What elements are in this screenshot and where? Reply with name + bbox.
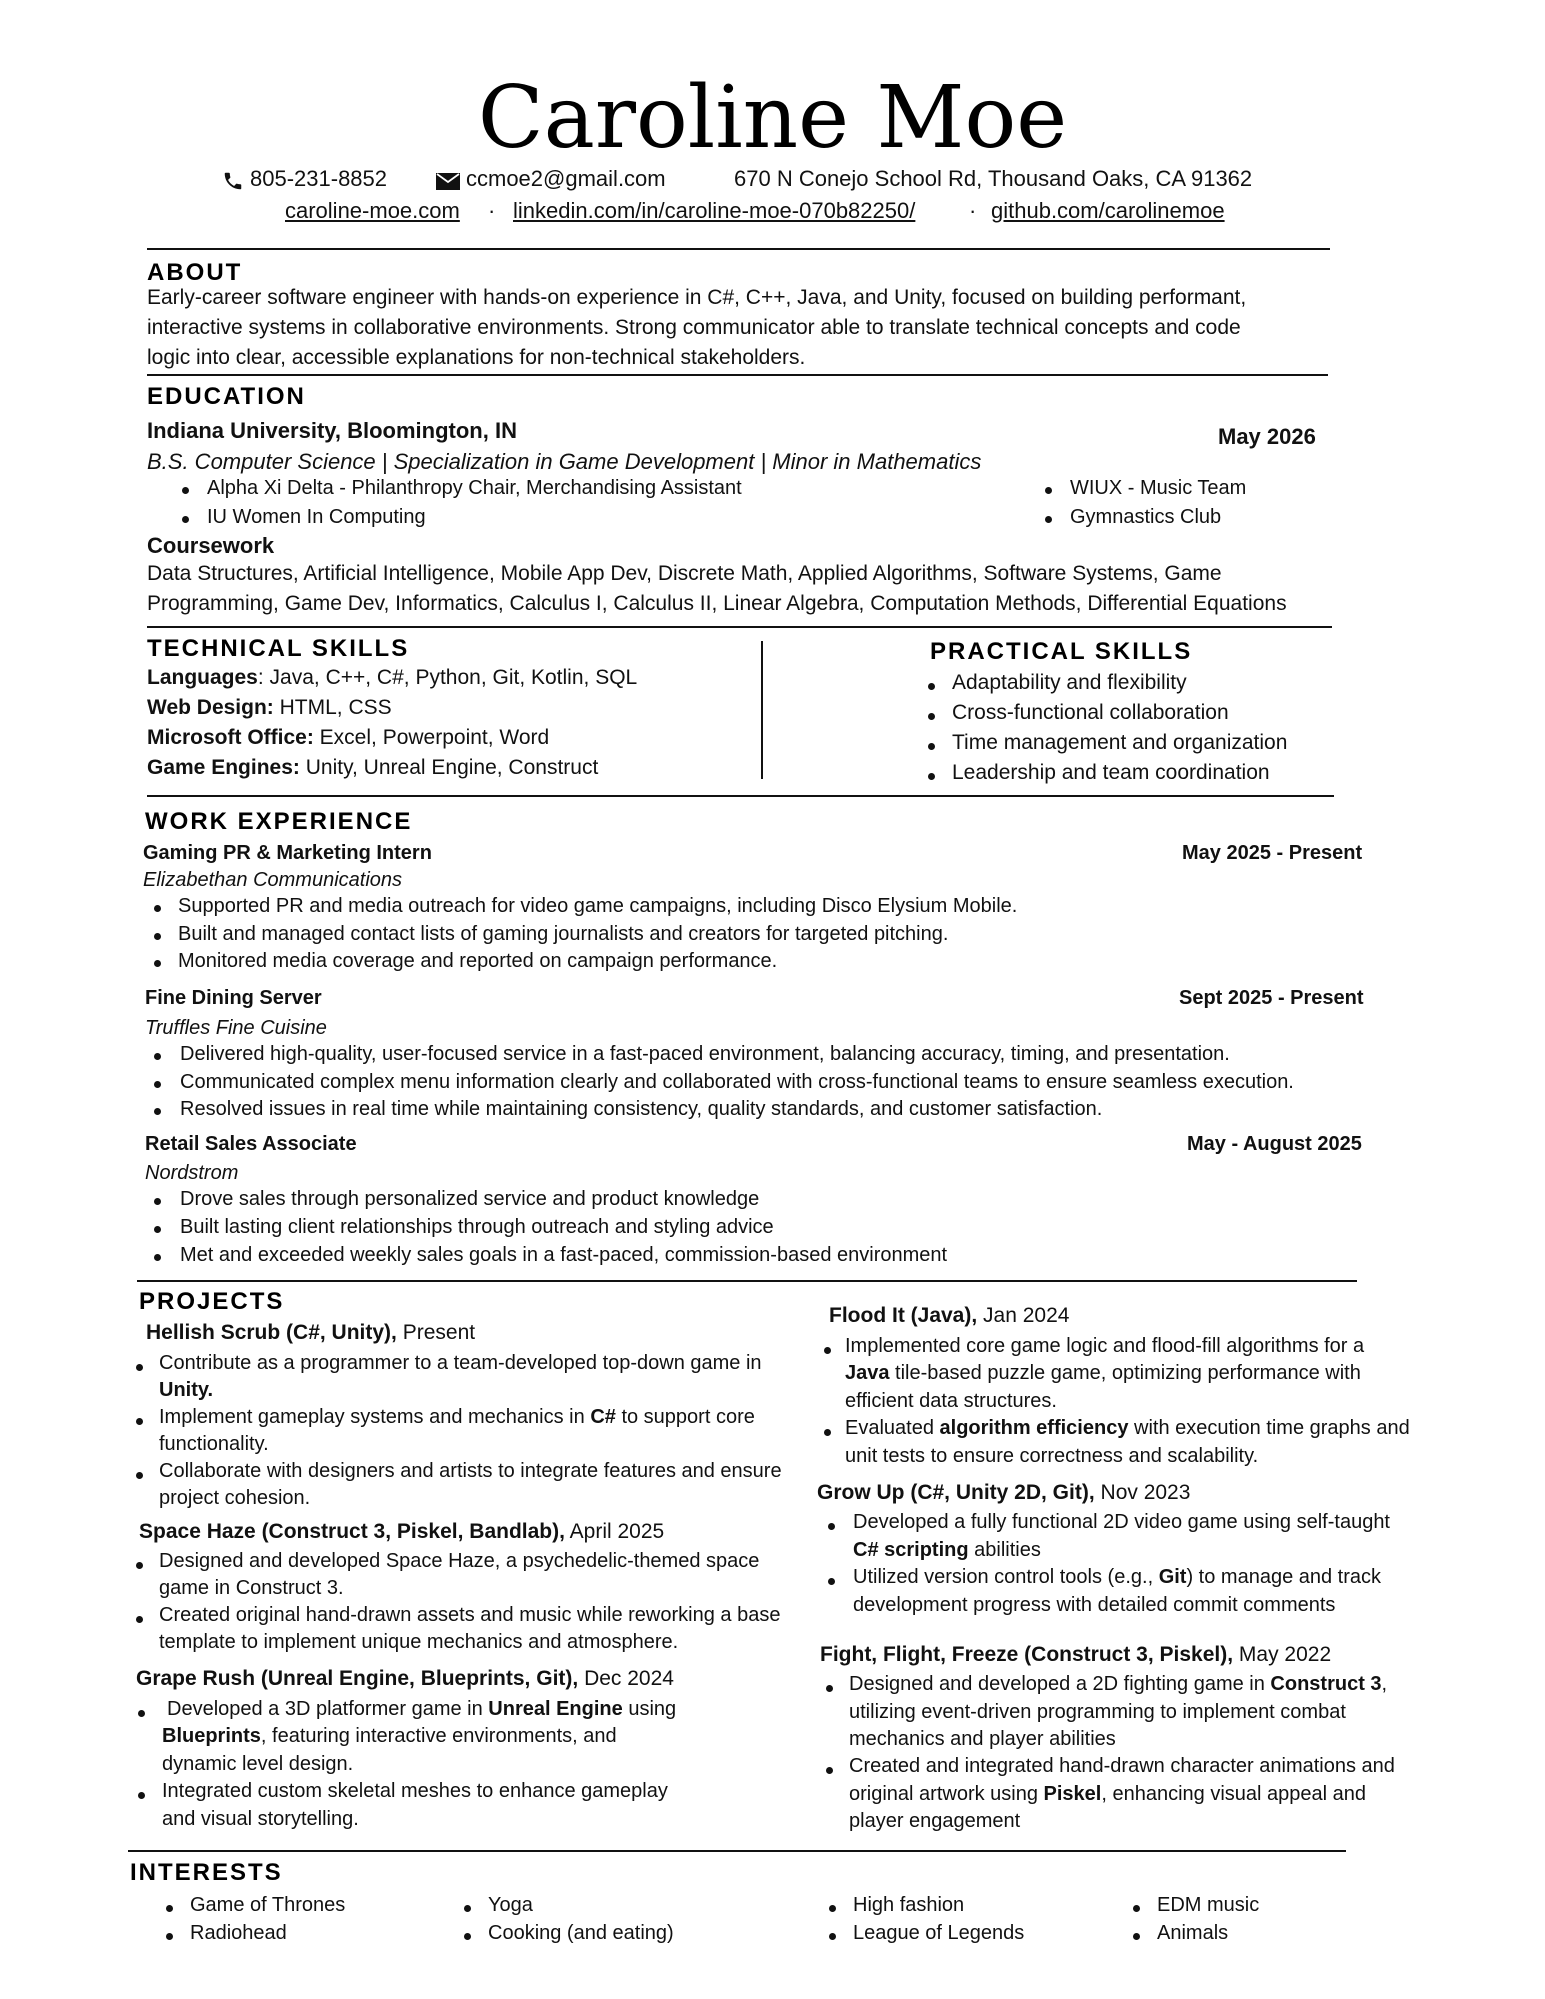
job-role: Gaming PR & Marketing Intern (143, 842, 432, 864)
coursework-line: Programming, Game Dev, Informatics, Calculus I, Calculus II, Linear Algebra, Computation Methods, Differential Equations (147, 592, 1287, 615)
skill-sep: : (257, 666, 264, 689)
project-bullet: dynamic level design. (162, 1753, 354, 1775)
skill-value: HTML, CSS (273, 696, 392, 719)
interest-item: Yoga (488, 1894, 533, 1916)
project-bullet (167, 1698, 676, 1721)
project-bullet: project cohesion. (159, 1487, 311, 1509)
bullet (1133, 1933, 1140, 1940)
divider (147, 795, 1334, 797)
project-date: Nov 2023 (1094, 1481, 1191, 1504)
coursework-line: Data Structures, Artificial Intelligence, Mobile App Dev, Discrete Math, Applied Algorithms, Software Systems, Game (147, 562, 1222, 585)
project-bullet: Created original hand-drawn assets and music while reworking a base (159, 1604, 781, 1626)
bullet (464, 1905, 471, 1912)
project-bullet: efficient data structures. (845, 1390, 1057, 1412)
job-bullet: Built lasting client relationships through outreach and styling advice (180, 1216, 774, 1238)
text: ) to manage and track (1186, 1566, 1382, 1588)
graduation-date: May 2026 (1218, 424, 1316, 449)
bullet (136, 1562, 143, 1569)
job-bullet: Supported PR and media outreach for video game campaigns, including Disco Elysium Mobile. (178, 895, 1018, 917)
address-text: 670 N Conejo School Rd, Thousand Oaks, CA 91362 (734, 166, 1253, 191)
project-bullet: Designed and developed Space Haze, a psychedelic-themed space (159, 1550, 760, 1572)
text-bold: Piskel (1043, 1783, 1102, 1805)
bullet (154, 960, 161, 967)
interest-item: Cooking (and eating) (488, 1922, 674, 1944)
activity-item: IU Women In Computing (207, 506, 426, 528)
job-date: May 2025 - Present (1182, 842, 1363, 864)
about-text (147, 283, 1246, 373)
bullet (154, 1053, 161, 1060)
practical-skill-item: Adaptability and flexibility (952, 671, 1187, 694)
activity-item: Gymnastics Club (1070, 506, 1222, 528)
job-bullet: Met and exceeded weekly sales goals in a fast-paced, commission-based environment (180, 1244, 948, 1266)
skill-value: Unity, Unreal Engine, Construct (299, 756, 599, 779)
project-title (829, 1304, 1069, 1328)
project-bullet: Collaborate with designers and artists to integrate features and ensure (159, 1460, 782, 1482)
bullet (154, 933, 161, 940)
bullet (182, 487, 189, 494)
text: , featuring interactive environments, and (260, 1725, 617, 1747)
bullet (928, 683, 935, 690)
activity-item: WIUX - Music Team (1070, 477, 1247, 499)
text: using (622, 1698, 677, 1720)
project-title (820, 1643, 1331, 1667)
project-bullet (845, 1362, 1361, 1385)
bullet (154, 1108, 161, 1115)
interest-item: Animals (1157, 1922, 1229, 1944)
project-bullet: player engagement (849, 1810, 1021, 1832)
project-bullet: utilizing event-driven programming to implement combat (849, 1701, 1346, 1723)
project-bullet: template to implement unique mechanics and atmosphere. (159, 1631, 679, 1653)
job-bullet: Drove sales through personalized service and product knowledge (180, 1188, 760, 1210)
text-bold: Blueprints (162, 1725, 261, 1747)
project-bullet: Developed a fully functional 2D video game using self-taught (853, 1511, 1390, 1533)
job-role: Fine Dining Server (145, 987, 322, 1009)
text: original artwork using (849, 1783, 1044, 1805)
phone-text: 805-231-8852 (250, 166, 388, 191)
project-name: Hellish Scrub (C#, Unity), (146, 1321, 397, 1344)
divider (147, 626, 1332, 628)
job-company: Truffles Fine Cuisine (145, 1017, 327, 1039)
project-date: Present (396, 1321, 476, 1344)
text-bold: Java (845, 1362, 890, 1384)
coursework-heading: Coursework (147, 533, 275, 558)
bullet (166, 1933, 173, 1940)
text: , (1381, 1673, 1388, 1695)
text: Developed a 3D platformer game in (167, 1698, 489, 1720)
skill-label: Microsoft Office: (147, 726, 314, 749)
bullet (826, 1685, 833, 1692)
degree-text: B.S. Computer Science | Specialization in Game Development | Minor in Mathematics (147, 449, 982, 474)
school-name: Indiana University, Bloomington, IN (147, 418, 517, 443)
divider (147, 248, 1330, 250)
job-bullet: Delivered high-quality, user-focused service in a fast-paced environment, balancing accuracy, timing, and presentation. (180, 1043, 1230, 1065)
projects-heading: PROJECTS (139, 1288, 285, 1315)
project-bullet: development progress with detailed commit comments (853, 1594, 1336, 1616)
project-bullet (853, 1566, 1381, 1589)
practical-skill-item: Cross-functional collaboration (952, 701, 1229, 724)
bullet (826, 1767, 833, 1774)
text: to support core (615, 1406, 755, 1428)
skill-row (147, 696, 392, 720)
project-name: Space Haze (Construct 3, Piskel, Bandlab), (139, 1520, 565, 1543)
bullet (1045, 516, 1052, 523)
text-bold: algorithm efficiency (939, 1417, 1129, 1439)
text: Designed and developed a 2D fighting game in (849, 1673, 1271, 1695)
job-company: Elizabethan Communications (143, 869, 403, 891)
project-date: Jan 2024 (977, 1304, 1070, 1327)
skill-value: Java, C++, C#, Python, Git, Kotlin, SQL (263, 666, 638, 689)
bullet (828, 1578, 835, 1585)
project-bullet: and visual storytelling. (162, 1808, 359, 1830)
email-icon (436, 173, 460, 190)
bullet (136, 1616, 143, 1623)
project-bullet: Created and integrated hand-drawn character animations and (849, 1755, 1395, 1777)
bullet (136, 1472, 143, 1479)
coursework-text (147, 559, 1287, 619)
job-bullet: Resolved issues in real time while maintaining consistency, quality standards, and customer satisfaction. (180, 1098, 1103, 1120)
text: tile-based puzzle game, optimizing performance with (889, 1362, 1361, 1384)
job-bullet: Monitored media coverage and reported on campaign performance. (178, 950, 778, 972)
column-divider (761, 641, 763, 779)
bullet (824, 1429, 831, 1436)
interest-item: EDM music (1157, 1894, 1260, 1916)
interest-item: High fashion (853, 1894, 965, 1916)
bullet (928, 773, 935, 780)
job-bullet: Built and managed contact lists of gaming journalists and creators for targeted pitching. (178, 923, 949, 945)
bullet (136, 1418, 143, 1425)
bullet (928, 743, 935, 750)
skill-label: Languages (147, 666, 258, 689)
project-name: Flood It (Java), (829, 1304, 978, 1327)
text: , enhancing visual appeal and (1101, 1783, 1367, 1805)
interest-item: League of Legends (853, 1922, 1025, 1944)
education-heading: EDUCATION (147, 383, 306, 410)
work-experience-heading: WORK EXPERIENCE (145, 808, 413, 835)
project-bullet (845, 1417, 1410, 1440)
bullet (464, 1933, 471, 1940)
bullet (154, 1226, 161, 1233)
text: Implement gameplay systems and mechanics in (159, 1406, 591, 1428)
skill-label: Game Engines: (147, 756, 300, 779)
bullet (828, 1523, 835, 1530)
bullet (154, 1198, 161, 1205)
project-bullet (853, 1539, 1041, 1562)
project-bullet: mechanics and player abilities (849, 1728, 1116, 1750)
divider (137, 1280, 1357, 1282)
about-line: Early-career software engineer with hands-on experience in C#, C++, Java, and Unity, focused on building performant, (147, 286, 1247, 309)
project-title (146, 1321, 475, 1345)
text-bold: C# (590, 1406, 616, 1428)
text: Evaluated (845, 1417, 940, 1439)
practical-skills-heading: PRACTICAL SKILLS (930, 638, 1193, 665)
bullet (1045, 487, 1052, 494)
website-link[interactable]: caroline-moe.com (285, 198, 460, 223)
project-bullet: Unity. (159, 1379, 214, 1401)
project-bullet (162, 1725, 617, 1748)
job-date: Sept 2025 - Present (1179, 987, 1364, 1009)
bullet (138, 1792, 145, 1799)
skill-label: Web Design: (147, 696, 274, 719)
bullet (1133, 1905, 1140, 1912)
about-heading: ABOUT (147, 259, 243, 286)
project-name: Fight, Flight, Freeze (Construct 3, Piskel), (820, 1643, 1234, 1666)
technical-skills-heading: TECHNICAL SKILLS (147, 635, 410, 662)
practical-skill-item: Leadership and team coordination (952, 761, 1270, 784)
project-title (136, 1667, 674, 1691)
skill-row (147, 666, 637, 690)
project-bullet (159, 1406, 755, 1429)
project-bullet: Contribute as a programmer to a team-developed top-down game in (159, 1352, 762, 1374)
project-bullet (849, 1783, 1366, 1806)
project-date: May 2022 (1233, 1643, 1332, 1666)
bullet (166, 1905, 173, 1912)
bullet (829, 1905, 836, 1912)
bullet (829, 1933, 836, 1940)
text-bold: Unreal Engine (488, 1698, 623, 1720)
bullet (182, 516, 189, 523)
bullet (824, 1347, 831, 1354)
skill-value: Excel, Powerpoint, Word (313, 726, 550, 749)
separator-dot: · (488, 198, 496, 223)
job-company: Nordstrom (145, 1162, 239, 1184)
project-date: Dec 2024 (578, 1667, 674, 1690)
project-bullet: unit tests to ensure correctness and scalability. (845, 1445, 1259, 1467)
skill-row (147, 756, 598, 780)
project-bullet: Implemented core game logic and flood-fill algorithms for a (845, 1335, 1365, 1357)
bullet (154, 1081, 161, 1088)
project-date: April 2025 (564, 1520, 665, 1543)
divider (128, 1850, 1346, 1852)
interest-item: Radiohead (190, 1922, 287, 1944)
text: abilities (968, 1539, 1041, 1561)
divider (147, 374, 1328, 376)
activity-item: Alpha Xi Delta - Philanthropy Chair, Merchandising Assistant (207, 477, 742, 499)
separator-dot: · (969, 198, 977, 223)
job-bullet: Communicated complex menu information clearly and collaborated with cross-functional teams to ensure seamless execution. (180, 1071, 1294, 1093)
project-name: Grow Up (C#, Unity 2D, Git), (817, 1481, 1095, 1504)
text: Utilized version control tools (e.g., (853, 1566, 1159, 1588)
project-bullet: game in Construct 3. (159, 1577, 344, 1599)
linkedin-link[interactable]: linkedin.com/in/caroline-moe-070b82250/ (513, 198, 916, 223)
github-link[interactable]: github.com/carolinemoe (991, 198, 1225, 223)
project-bullet: Integrated custom skeletal meshes to enhance gameplay (162, 1780, 668, 1802)
skill-row (147, 726, 549, 750)
bullet (136, 1364, 143, 1371)
about-line: interactive systems in collaborative environments. Strong communicator able to translate technical concepts and code (147, 316, 1241, 339)
project-bullet: functionality. (159, 1433, 269, 1455)
text: with execution time graphs and (1128, 1417, 1410, 1439)
bullet (138, 1710, 145, 1717)
practical-skill-item: Time management and organization (952, 731, 1288, 754)
email-text: ccmoe2@gmail.com (466, 166, 666, 191)
project-title (139, 1520, 664, 1544)
bullet (154, 905, 161, 912)
interest-item: Game of Thrones (190, 1894, 346, 1916)
bullet (154, 1254, 161, 1261)
bullet (928, 713, 935, 720)
text-bold: Git (1158, 1566, 1187, 1588)
project-bullet (849, 1673, 1387, 1696)
about-line: logic into clear, accessible explanations for non-technical stakeholders. (147, 346, 806, 369)
phone-icon (222, 170, 244, 192)
text-bold: C# scripting (853, 1539, 969, 1561)
project-name: Grape Rush (Unreal Engine, Blueprints, Git), (136, 1667, 579, 1690)
job-date: May - August 2025 (1187, 1133, 1362, 1155)
resume-name: Caroline Moe (477, 68, 1068, 168)
text-bold: Construct 3 (1270, 1673, 1382, 1695)
project-title (817, 1481, 1190, 1505)
interests-heading: INTERESTS (130, 1859, 283, 1886)
job-role: Retail Sales Associate (145, 1133, 357, 1155)
